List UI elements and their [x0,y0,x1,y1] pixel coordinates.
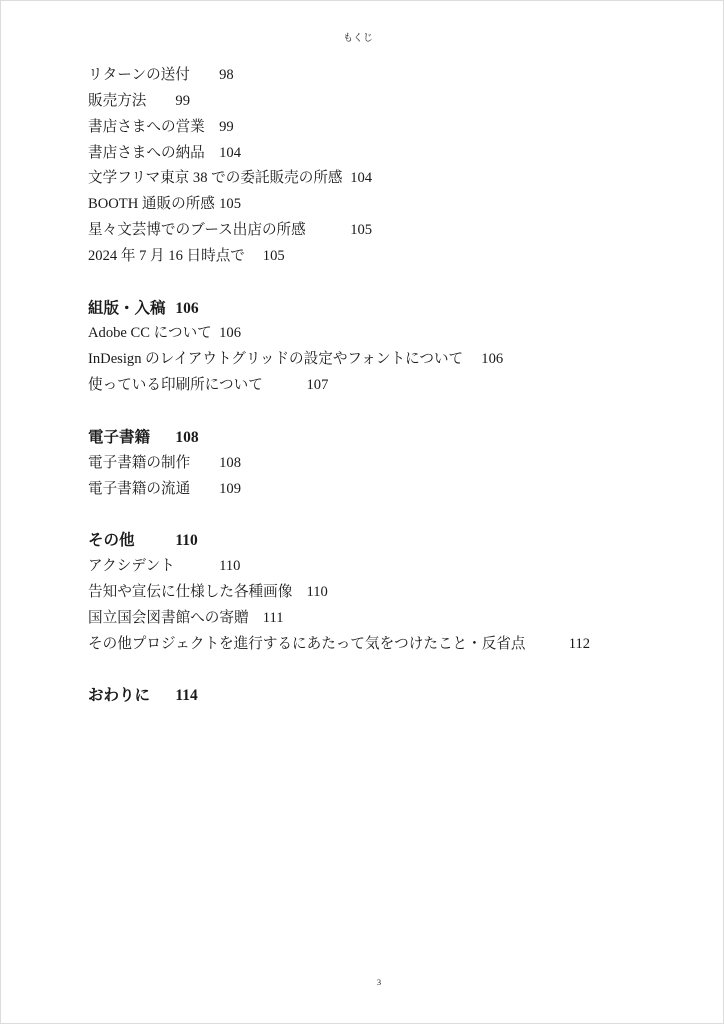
toc-entry [88,115,688,141]
toc-entry-page-number: 111 [262,609,284,626]
toc-group-other [88,528,688,657]
toc-section-page-number: 110 [175,532,198,550]
toc-section-title: おわりに [88,687,151,705]
toc-entry-page-number: 112 [568,635,591,652]
toc-entry [88,580,688,606]
toc-entry-page-number: 106 [219,325,241,342]
toc-entry-title: リターンの送付 [88,67,190,83]
toc-entry-page-number: 108 [219,454,241,471]
toc-entry-title: 国立国会図書館への寄贈 [88,609,249,626]
toc-entry-title: InDesign のレイアウトグリッドの設定やフォントについて [88,351,464,368]
toc-entry [88,477,688,503]
toc-section-heading [88,683,688,709]
toc-entry [88,218,688,244]
toc-section-title: その他 [88,532,135,550]
toc-entry-page-number: 109 [219,480,241,497]
toc-entry-title: 使っている印刷所について [88,377,263,394]
toc-group-continued [88,63,688,270]
toc-section-page-number: 114 [175,687,198,705]
toc-entry-title: その他プロジェクトを進行するにあたって気をつけたこと・反省点 [88,635,526,652]
toc-entry-page-number: 99 [175,92,190,109]
page-number-footer: 3 [376,977,382,987]
toc-entry [88,554,688,580]
toc-entry-title: Adobe CC について [88,325,212,342]
toc-entry-title: 2024 年 7 月 16 日時点で [88,247,245,264]
toc-entry-title: 書店さまへの営業 [88,118,205,135]
toc-section-page-number: 108 [175,428,199,446]
toc-section-title: 電子書籍 [88,428,151,446]
toc-group-ebooks [88,425,688,503]
toc-entry-title: BOOTH 通販の所感 [88,196,215,213]
toc-entry-title: 販売方法 [88,92,147,109]
toc-section-page-number: 106 [175,299,199,317]
toc-entry-page-number: 110 [306,583,328,600]
toc-entry-page-number: 105 [262,247,285,264]
toc-entry [88,347,688,373]
toc-group-typesetting [88,296,688,399]
toc-group-afterword [88,683,688,709]
toc-entry-title: 電子書籍の流通 [88,480,191,497]
toc-entry-page-number: 107 [306,377,329,394]
toc-entry-page-number: 106 [481,351,504,368]
toc-section-heading [88,296,688,322]
toc-entry [88,632,688,658]
toc-entry [88,141,688,167]
toc-entry [88,244,688,270]
toc-entry-title: アクシデント [88,558,175,575]
toc-entry [88,166,688,192]
toc-entry-title: 書店さまへの納品 [88,144,205,161]
toc-entry-title: 告知や宣伝に仕様した各種画像 [88,583,293,600]
toc-entry-page-number: 104 [219,144,241,161]
running-header: もくじ [343,33,373,44]
toc-entry-title: 星々文芸博でのブース出店の所感 [88,222,306,239]
toc-entry [88,321,688,347]
toc-entry [88,63,688,89]
toc-entry-title: 電子書籍の制作 [88,454,191,471]
toc-entry [88,373,688,399]
table-of-contents [88,63,688,709]
toc-entry-page-number: 105 [219,196,241,213]
toc-entry [88,192,688,218]
toc-entry-title: 文学フリマ東京 38 での委託販売の所感 [88,170,343,187]
toc-entry-page-number: 104 [350,170,373,187]
toc-entry-page-number: 105 [350,222,373,239]
toc-entry-page-number: 110 [219,558,241,575]
toc-section-heading [88,528,688,554]
toc-entry [88,451,688,477]
toc-section-title: 組版・入稿 [88,299,166,317]
toc-entry [88,606,688,632]
toc-entry-page-number: 99 [219,118,234,135]
toc-entry [88,89,688,115]
toc-section-heading [88,425,688,451]
toc-entry-page-number: 98 [219,67,234,83]
